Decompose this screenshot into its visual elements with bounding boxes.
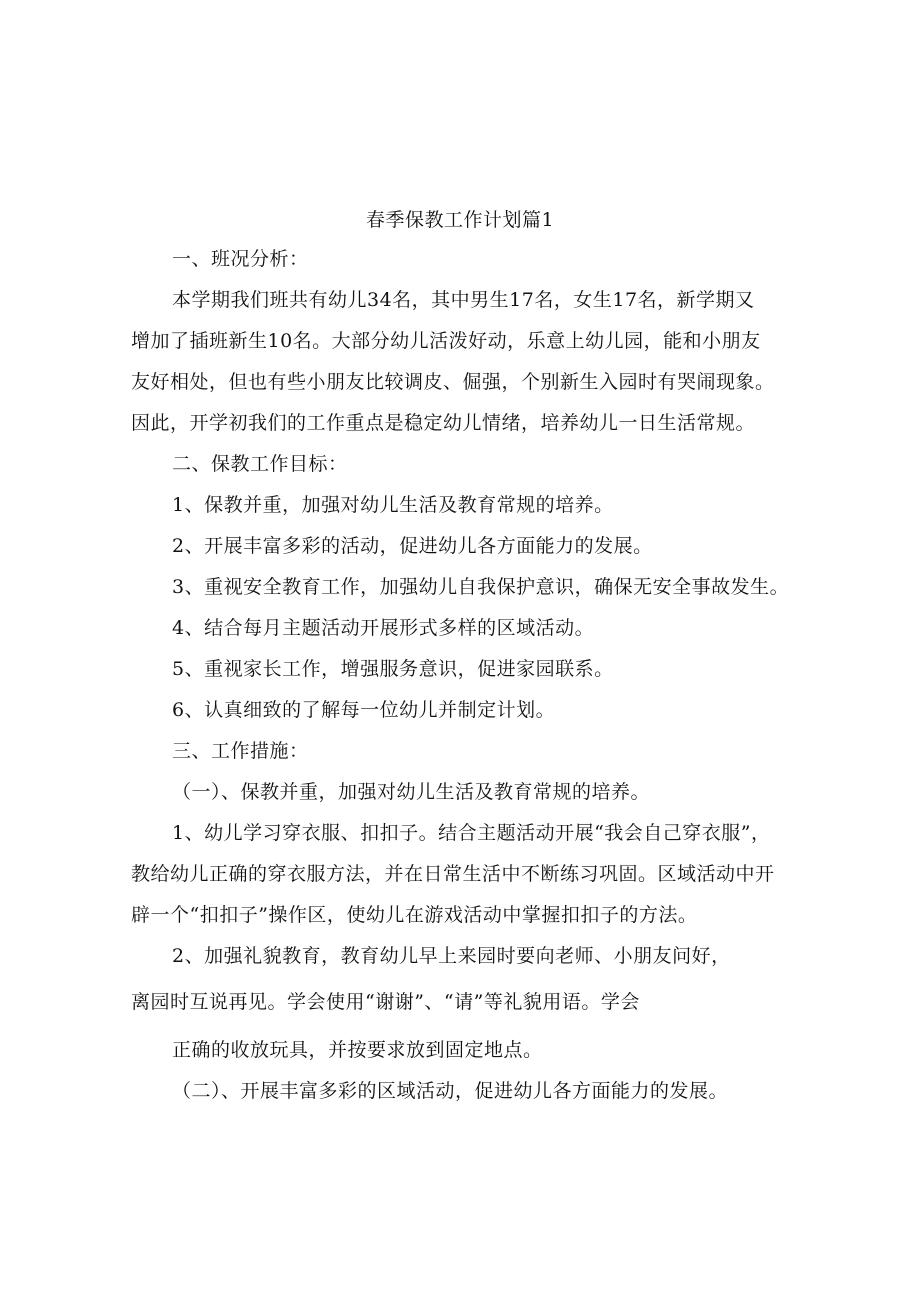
paragraph-line: 增加了插班新生10名。大部分幼儿活泼好动，乐意上幼儿园，能和小朋友	[131, 330, 761, 352]
paragraph-line: 本学期我们班共有幼儿34名，其中男生17名，女生17名，新学期又	[172, 289, 755, 311]
paragraph-line: 1、幼儿学习穿衣服、扣扣子。结合主题活动开展“我会自己穿衣服”，	[172, 822, 771, 844]
section-heading-goals: 二、保教工作目标：	[172, 453, 348, 475]
section-heading-class-analysis: 一、班况分析：	[172, 248, 309, 270]
paragraph-line: 教给幼儿正确的穿衣服方法，并在日常生活中不断练习巩固。区域活动中开	[131, 863, 775, 885]
goal-item: 3、重视安全教育工作，加强幼儿自我保护意识，确保无安全事故发生。	[172, 576, 790, 598]
goal-item: 6、认真细致的了解每一位幼儿并制定计划。	[172, 699, 556, 721]
paragraph-line: 辟一个“扣扣子”操作区，使幼儿在游戏活动中掌握扣扣子的方法。	[131, 904, 698, 926]
paragraph-line: 因此，开学初我们的工作重点是稳定幼儿情绪，培养幼儿一日生活常规。	[131, 412, 756, 434]
section-heading-measures: 三、工作措施：	[172, 740, 309, 762]
document-title: 春季保教工作计划篇1	[365, 209, 555, 231]
paragraph-line: 正确的收放玩具，并按要求放到固定地点。	[172, 1039, 543, 1061]
subsection-heading: （一）、保教并重，加强对幼儿生活及教育常规的培养。	[172, 781, 651, 803]
paragraph-line: 2、加强礼貌教育，教育幼儿早上来园时要向老师、小朋友问好，	[172, 945, 731, 967]
goal-item: 4、结合每月主题活动开展形式多样的区域活动。	[172, 617, 595, 639]
goal-item: 2、开展丰富多彩的活动，促进幼儿各方面能力的发展。	[172, 535, 653, 557]
paragraph-line: 离园时互说再见。学会使用“谢谢”、“请”等礼貌用语。学会	[131, 991, 640, 1013]
paragraph-line: 友好相处，但也有些小朋友比较调皮、倔强，个别新生入园时有哭闹现象。	[131, 371, 775, 393]
goal-item: 1、保教并重，加强对幼儿生活及教育常规的培养。	[172, 494, 614, 516]
goal-item: 5、重视家长工作，增强服务意识，促进家园联系。	[172, 658, 614, 680]
subsection-heading: （二）、开展丰富多彩的区域活动，促进幼儿各方面能力的发展。	[172, 1080, 729, 1102]
